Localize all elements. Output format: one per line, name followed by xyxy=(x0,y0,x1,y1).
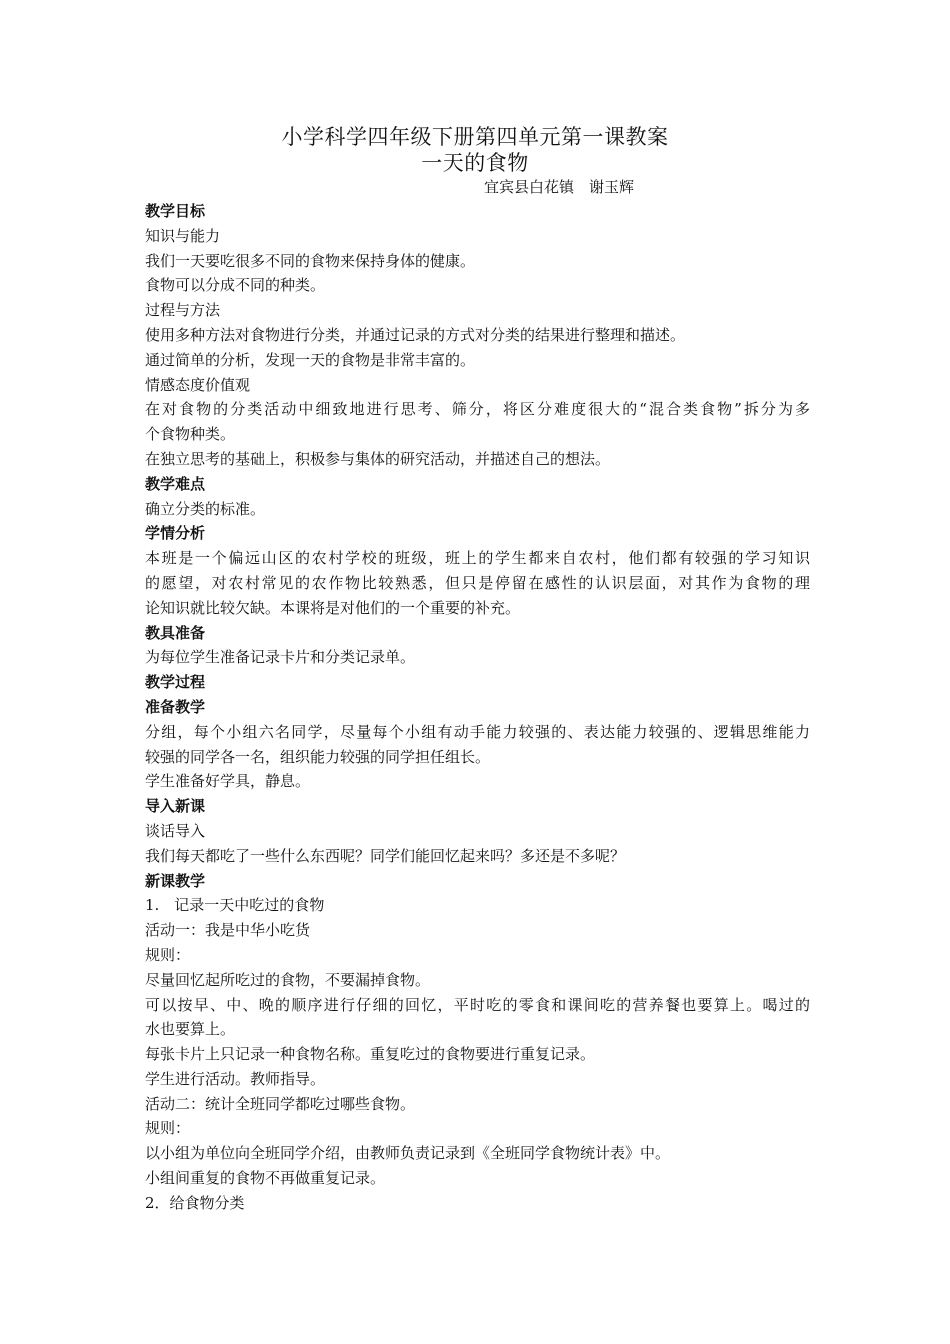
body-line: 论知识就比较欠缺。本课将是对他们的一个重要的补充。 xyxy=(145,598,521,617)
body-line: 水也要算上。 xyxy=(145,1020,236,1039)
body-line: 在独立思考的基础上，积极参与集体的研究活动，并描述自己的想法。 xyxy=(145,449,611,468)
document-title: 小学科学四年级下册第四单元第一课教案 xyxy=(281,125,669,149)
body-line: 的愿望，对农村常见的农作物比较熟悉，但只是停留在感性的认识层面，对其作为食物的理 xyxy=(145,573,810,592)
document-subtitle: 一天的食物 xyxy=(421,151,529,175)
body-line: 学生进行活动。教师指导。 xyxy=(145,1069,326,1088)
body-line: 确立分类的标准。 xyxy=(145,499,266,518)
body-line: 学生准备好学具，静息。 xyxy=(145,772,311,791)
section-heading: 教学难点 xyxy=(145,474,206,493)
author-line: 宜宾县白花镇 谢玉辉 xyxy=(484,178,635,196)
body-line: 分组，每个小组六名同学，尽量每个小组有动手能力较强的、表达能力较强的、逻辑思维能力 xyxy=(145,722,810,741)
section-heading: 导入新课 xyxy=(145,797,206,816)
body-line: 尽量回忆起所吃过的食物，不要漏掉食物。 xyxy=(145,970,431,989)
body-line: 通过简单的分析，发现一天的食物是非常丰富的。 xyxy=(145,350,476,369)
section-heading: 新课教学 xyxy=(145,871,206,890)
body-line: 1. 记录一天中吃过的食物 xyxy=(145,896,325,915)
body-line: 使用多种方法对食物进行分类，并通过记录的方式对分类的结果进行整理和描述。 xyxy=(145,325,686,344)
body-line: 可以按早、中、晚的顺序进行仔细的回忆，平时吃的零食和课间吃的营养餐也要算上。喝过的 xyxy=(145,995,810,1014)
body-line: 为每位学生准备记录卡片和分类记录单。 xyxy=(145,648,416,667)
body-line: 活动一：我是中华小吃货 xyxy=(145,921,311,940)
body-line: 食物可以分成不同的种类。 xyxy=(145,276,326,295)
body-line: 谈话导入 xyxy=(145,821,206,840)
body-line: 以小组为单位向全班同学介绍，由教师负责记录到《全班同学食物统计表》中。 xyxy=(145,1144,671,1163)
body-line: 本班是一个偏远山区的农村学校的班级，班上的学生都来自农村，他们都有较强的学习知识 xyxy=(145,549,810,568)
body-line: 2．给食物分类 xyxy=(145,1193,245,1212)
section-heading: 教学过程 xyxy=(145,673,206,692)
body-line: 在对食物的分类活动中细致地进行思考、筛分，将区分难度很大的“混合类食物”拆分为多 xyxy=(145,400,810,419)
body-line: 每张卡片上只记录一种食物名称。重复吃过的食物要进行重复记录。 xyxy=(145,1045,596,1064)
body-line: 个食物种类。 xyxy=(145,425,236,444)
body-line: 活动二：统计全班同学都吃过哪些食物。 xyxy=(145,1094,416,1113)
body-line: 较强的同学各一名，组织能力较强的同学担任组长。 xyxy=(145,747,491,766)
body-line: 规则： xyxy=(145,945,191,964)
section-heading: 教具准备 xyxy=(145,623,206,642)
body-line: 知识与能力 xyxy=(145,226,221,245)
body-line: 过程与方法 xyxy=(145,301,221,320)
section-heading: 学情分析 xyxy=(145,524,206,543)
body-line: 规则： xyxy=(145,1119,191,1138)
section-heading: 准备教学 xyxy=(145,697,206,716)
body-line: 我们一天要吃很多不同的食物来保持身体的健康。 xyxy=(145,251,476,270)
document-body xyxy=(145,199,810,1216)
body-line: 情感态度价值观 xyxy=(145,375,251,394)
section-heading: 教学目标 xyxy=(145,202,206,220)
body-line: 小组间重复的食物不再做重复记录。 xyxy=(145,1169,386,1188)
body-line: 我们每天都吃了一些什么东西呢？同学们能回忆起来吗？多还是不多呢？ xyxy=(145,846,626,865)
